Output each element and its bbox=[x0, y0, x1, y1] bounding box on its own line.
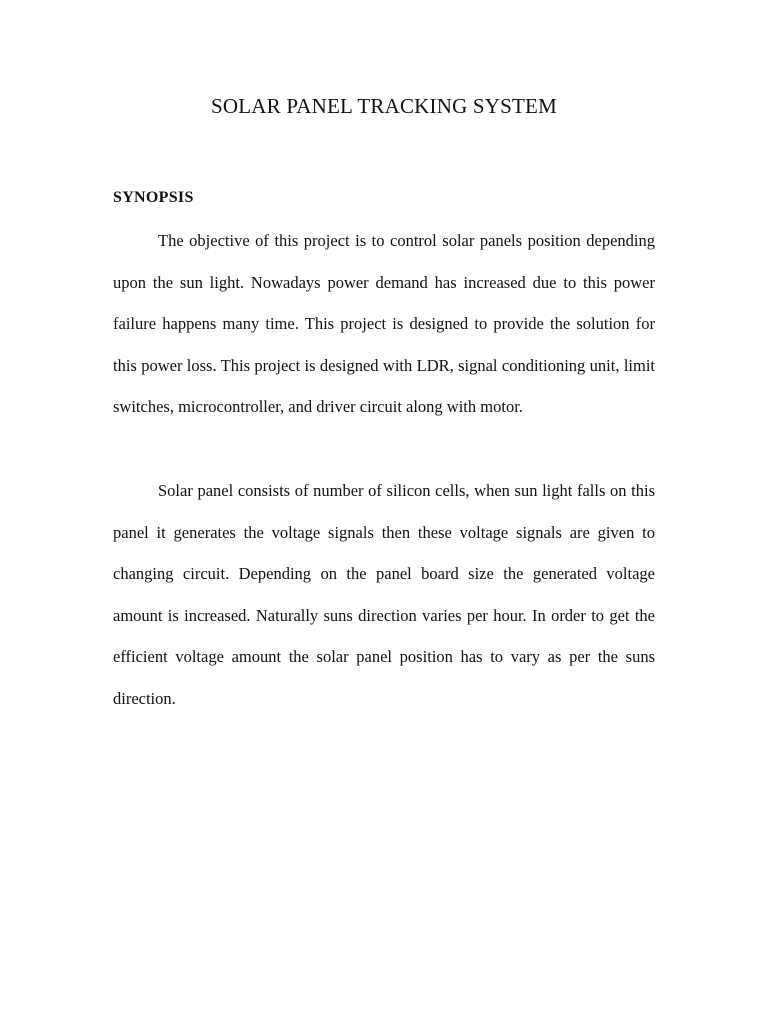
section-heading-synopsis: SYNOPSIS bbox=[113, 189, 194, 206]
synopsis-paragraph-1: The objective of this project is to control solar panels position depending upon the sun light. Nowadays power demand has increased due to this power failure happens many time. This project is designed to provide the solution for this power loss. This project is designed with LDR, signal conditioning unit, limit switches, microcontroller, and driver circuit along with motor. bbox=[113, 231, 655, 417]
synopsis-paragraph-2: Solar panel consists of number of silicon cells, when sun light falls on this panel it generates the voltage signals then these voltage signals are given to changing circuit. Depending on the panel board size the generated voltage amount is increased. Naturally suns direction varies per hour. In order to get the efficient voltage amount the solar panel position has to vary as per the suns direction. bbox=[113, 481, 655, 708]
document-title: SOLAR PANEL TRACKING SYSTEM bbox=[211, 94, 557, 118]
